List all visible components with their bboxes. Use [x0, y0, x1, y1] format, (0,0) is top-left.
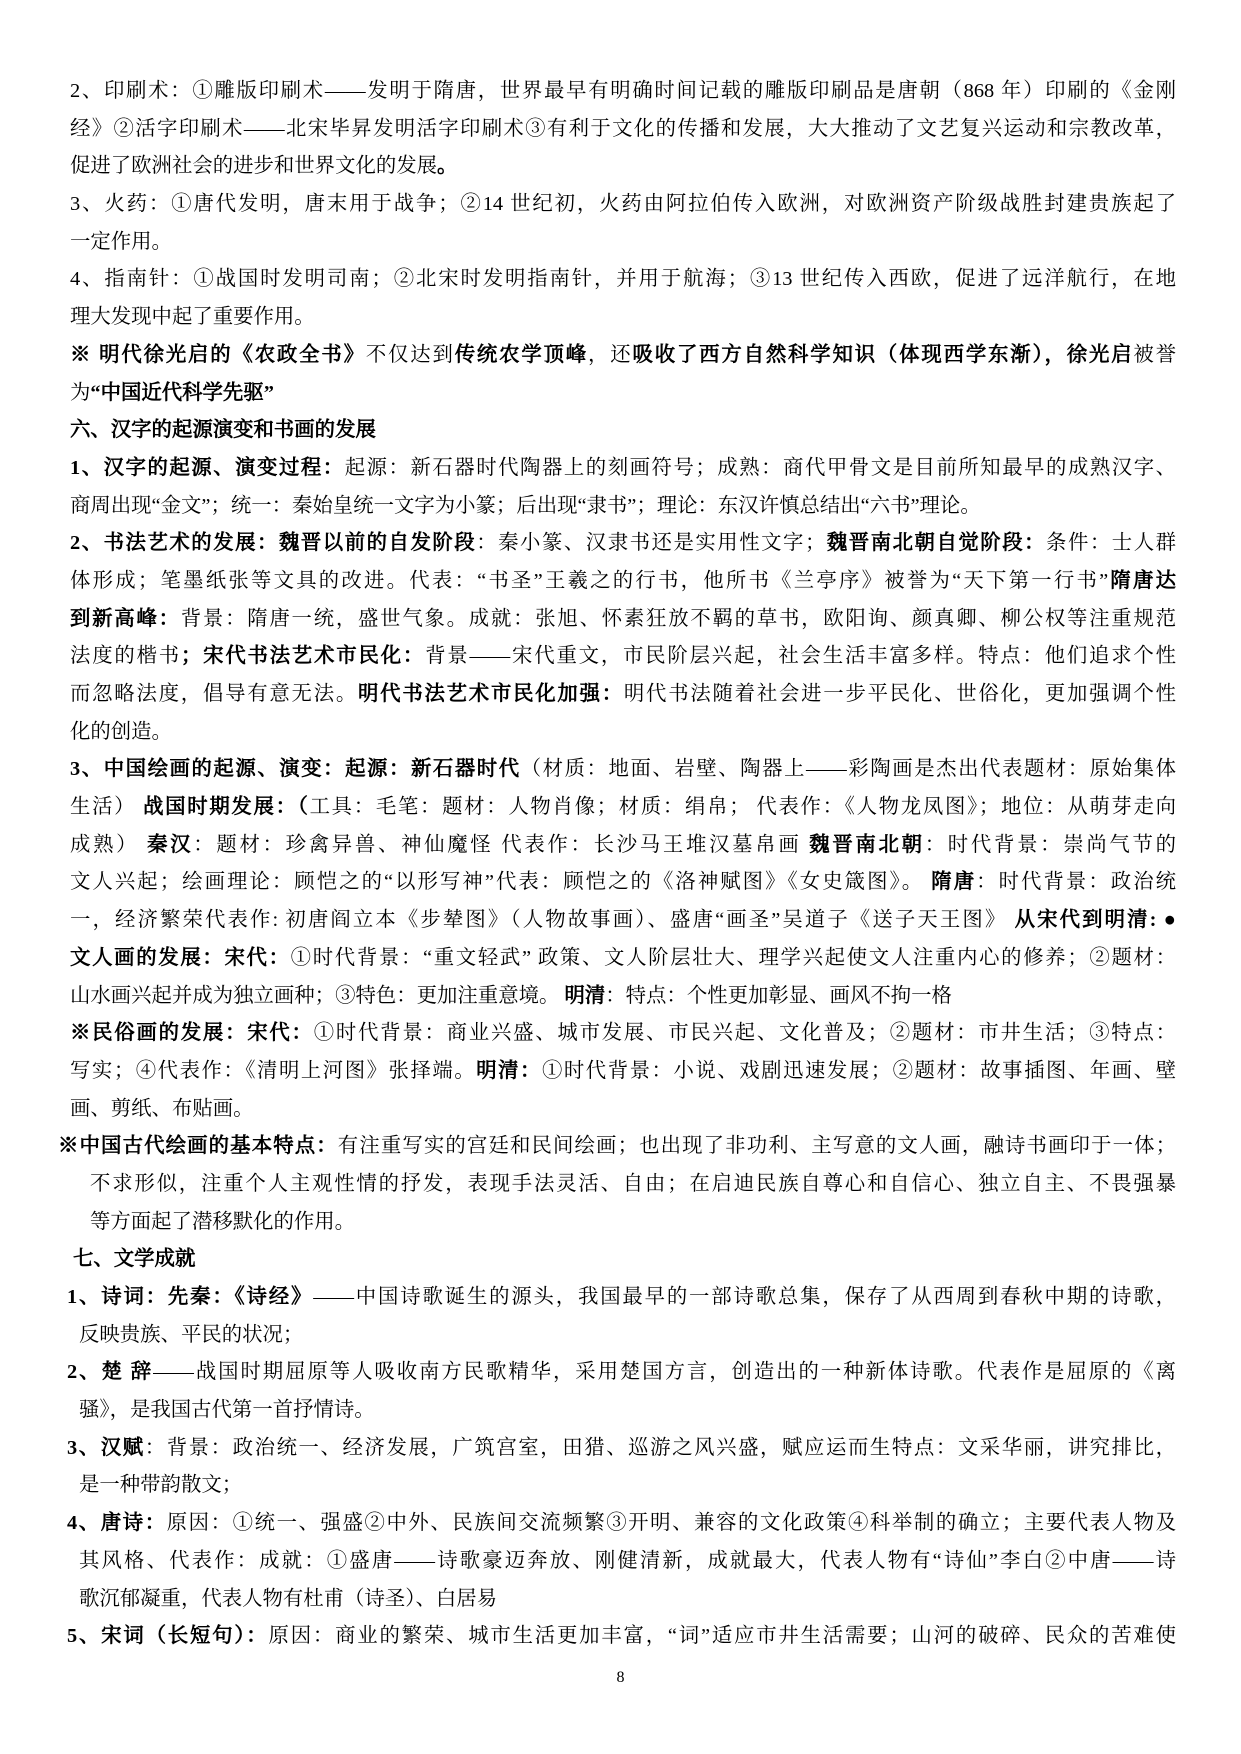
text-run: ：时代背景：政治统 [976, 871, 1176, 894]
text-line [70, 638, 1176, 676]
text-line [70, 337, 1176, 375]
text-run: 条件：士人群 [1046, 532, 1176, 555]
text-run: ——中国诗歌诞生的源头，我国最早的一部诗歌总集，保存了从西周到春秋中期的诗歌， [313, 1286, 1176, 1308]
bold-text-run: 隋唐 [931, 871, 977, 894]
text-line [79, 1317, 1176, 1355]
text-run: 原因：①统一、强盛②中外、民族间交流频繁③开明、兼容的文化政策④科举制的确立；主要代表人物及 [166, 1512, 1176, 1535]
text-line [70, 525, 1176, 563]
text-run: 不仅达到 [365, 343, 455, 366]
text-run: 有注重写实的宫廷和民间绘画；也出现了非功利、主写意的文人画，融诗书画印于一体； [337, 1135, 1176, 1158]
bold-text-run: ※ 明代徐光启的《农政全书》 [70, 343, 366, 366]
text-line [79, 1581, 1176, 1619]
text-run: ：特点：个性更加彰显、画风不拘一格 [605, 984, 952, 1007]
section-heading [70, 412, 1176, 450]
text-line [79, 1543, 1176, 1581]
text-run: ：背景：政治统一、经济发展，广筑宫室，田猎、巡游之风兴盛，赋应运而生特点：文采华丽，讲究排比， [144, 1436, 1176, 1459]
text-run: 起源：新石器时代陶器上的刻画符号；成熟：商代甲骨文是目前所知最早的成熟汉字、 [344, 456, 1176, 479]
bold-text-run: 明代书法艺术市民化加强： [358, 683, 624, 705]
text-run: 法度的楷书 [70, 645, 181, 668]
text-run: 一定作用。 [70, 230, 172, 253]
text-run: 工具：毛笔：题材：人物肖像；材质：绢帛； 代表作：《人物龙凤图》；地位：从萌芽走向 [309, 796, 1176, 819]
text-line [70, 148, 1176, 186]
text-line [70, 111, 1176, 149]
text-run: 原因：商业的繁荣、城市生活更加丰富，“词”适应市井生活需要；山河的破碎、民众的苦难使 [268, 1625, 1176, 1648]
text-line [70, 73, 1176, 111]
text-line [67, 1505, 1176, 1543]
text-run: 写实；④代表作：《清明上河图》张择端。 [70, 1059, 477, 1082]
text-line [70, 563, 1176, 601]
bold-text-run: 文人画的发展：宋代： [70, 946, 291, 969]
text-run: 生活） [70, 796, 144, 819]
text-run: ：秦小篆、汉隶书还是实用性文字； [476, 532, 826, 555]
text-run: 2、印刷术：①雕版印刷术——发明于隋唐，世界最早有明确时间记载的雕版印刷品是唐朝（868 年）印刷的《金刚 [70, 80, 1176, 102]
text-run: 被誉 [1133, 343, 1176, 366]
bold-text-run: 1、汉字的起源、演变过程： [70, 456, 345, 479]
text-run: 是一种带韵散文； [79, 1474, 243, 1497]
bold-text-run: 。 [437, 155, 458, 178]
text-line [70, 978, 1176, 1016]
bold-text-run: 六、汉字的起源演变和书画的发展 [70, 419, 376, 442]
text-line [70, 261, 1176, 299]
section-heading [73, 1241, 1176, 1279]
text-run: 山水画兴起并成为独立画种；③特色：更加注重意境。 [70, 984, 565, 1007]
text-run: 不求形似，注重个人主观性情的抒发，表现手法灵活、自由；在启迪民族自尊心和自信心、独立自主、不畏强暴 [90, 1172, 1176, 1195]
bold-text-run: ※民俗画的发展：宋代： [70, 1022, 314, 1045]
bold-text-run: 1、诗词：先秦：《诗经》 [67, 1286, 314, 1308]
text-run: 而忽略法度，倡导有意无法。 [70, 683, 359, 705]
text-run: 商周出现“金文”；统一：秦始皇统一文字为小篆；后出现“隶书”；理论：东汉许慎总结出“六书”理论。 [70, 494, 981, 517]
bold-text-run: 3、汉赋 [67, 1436, 145, 1459]
text-run: ——战国时期屈原等人吸收南方民歌精华，采用楚国方言，创造出的一种新体诗歌。代表作是屈原的《离 [153, 1361, 1176, 1384]
bold-text-run: 明清： [476, 1059, 542, 1082]
text-line [70, 789, 1176, 827]
text-line [70, 299, 1176, 337]
text-run: ：时代背景：崇尚气节的 [924, 833, 1176, 856]
bold-text-run: 秦汉 [147, 833, 194, 856]
text-line [79, 1467, 1176, 1505]
text-line [79, 1392, 1176, 1430]
text-line [70, 827, 1176, 865]
text-run: 为 [70, 381, 91, 404]
text-line [70, 450, 1176, 488]
bold-text-run: 4、唐诗： [67, 1512, 167, 1535]
text-line [70, 676, 1176, 714]
bold-text-run: 魏晋南北朝自觉阶段： [825, 532, 1047, 555]
bold-text-run: 到新高峰： [70, 607, 181, 630]
bold-text-run: 2、书法艺术的发展：魏晋以前的自发阶段 [70, 532, 477, 555]
text-run: 背景——宋代重文，市民阶层兴起，社会生活丰富多样。特点：他们追求个性 [425, 645, 1176, 668]
bold-text-run: 明清 [564, 984, 606, 1007]
bold-text-run: 传统农学顶峰 [454, 343, 589, 366]
text-line [70, 1091, 1176, 1129]
text-line [70, 375, 1176, 413]
text-line [70, 1053, 1176, 1091]
text-run: 画、剪纸、布贴画。 [70, 1097, 254, 1120]
bold-text-run: “中国近代科学先驱” [90, 381, 274, 404]
text-line [67, 1430, 1176, 1468]
page-number: 8 [616, 1669, 625, 1686]
text-run: 其风格、代表作：成就：①盛唐——诗歌豪迈奔放、刚健清新，成就最大，代表人物有“诗仙”李白②中唐——诗 [79, 1549, 1176, 1572]
text-run: ①时代背景：商业兴盛、城市发展、市民兴起、文化普及；②题材：市井生活；③特点： [313, 1022, 1176, 1045]
text-line [70, 751, 1176, 789]
text-run: 一，经济繁荣代表作: 初唐阎立本《步辇图》（人物故事画）、盛唐“画圣”吴道子《送子天王图》 [70, 909, 1015, 932]
text-run: 等方面起了潜移默化的作用。 [90, 1210, 356, 1233]
text-line [70, 864, 1176, 902]
text-line [70, 902, 1176, 940]
bold-text-run: 2、楚 辞 [67, 1361, 154, 1384]
text-run: ①时代背景：小说、戏剧迅速发展；②题材：故事插图、年画、壁 [541, 1059, 1176, 1082]
text-run: 背景：隋唐一统，盛世气象。成就：张旭、怀素狂放不羁的草书，欧阳询、颜真卿、柳公权等注重规范 [180, 607, 1176, 630]
text-line [67, 1279, 1176, 1317]
text-line [70, 224, 1176, 262]
bold-text-run: ；宋代书法艺术市民化： [180, 645, 426, 668]
text-run: 4、指南针：①战国时发明司南；②北宋时发明指南针，并用于航海；③13 世纪传入西欧，促进了远洋航行，在地 [70, 268, 1176, 291]
text-line [58, 1128, 1176, 1166]
bold-text-run: 隋唐达 [1108, 569, 1176, 592]
text-run: 体形成；笔墨纸张等文具的改进。代表：“书圣”王羲之的行书，他所书《兰亭序》被誉为“天下第一行书” [70, 569, 1109, 592]
text-run: 经》②活字印刷术——北宋毕昇发明活字印刷术③有利于文化的传播和发展，大大推动了文艺复兴运动和宗教改革， [70, 117, 1176, 140]
text-run: 骚》，是我国古代第一首抒情诗。 [79, 1399, 375, 1422]
document-body [0, 73, 1241, 1656]
text-run: ，还 [588, 343, 633, 366]
text-line [67, 1618, 1176, 1656]
text-line [70, 714, 1176, 752]
text-run: （材质：地面、岩壁、陶器上——彩陶画是杰出代表题材：原始集体 [520, 758, 1176, 781]
bold-text-run: 从宋代到明清: ● [1014, 909, 1176, 932]
text-run: 理大发现中起了重要作用。 [70, 306, 315, 329]
text-run: 文人兴起；绘画理论：顾恺之的“以形写神”代表：顾恺之的《洛神赋图》《女史箴图》。 [70, 871, 932, 894]
text-run: ①时代背景：“重文轻武” 政策、文人阶层壮大、理学兴起使文人注重内心的修养；②题材： [290, 946, 1176, 969]
bold-text-run: 魏晋南北朝 [809, 833, 925, 856]
text-line [67, 1354, 1176, 1392]
text-run: 3、火药：①唐代发明，唐末用于战争；②14 世纪初，火药由阿拉伯传入欧洲，对欧洲资产阶级战胜封建贵族起了 [70, 193, 1176, 216]
text-line [70, 940, 1176, 978]
bold-text-run: ※中国古代绘画的基本特点： [58, 1135, 338, 1158]
text-run: 促进了欧洲社会的进步和世界文化的发展 [70, 155, 438, 178]
bold-text-run: 吸收了西方自然科学知识（体现西学东渐），徐光启 [632, 343, 1134, 366]
text-line [70, 186, 1176, 224]
text-run: 明代书法随着社会进一步平民化、世俗化，更加强调个性 [623, 683, 1176, 705]
bold-text-run: 3、中国绘画的起源、演变：起源：新石器时代 [70, 758, 521, 781]
text-run: 歌沉郁凝重，代表人物有杜甫（诗圣）、白居易 [79, 1587, 498, 1610]
text-line [70, 488, 1176, 526]
bold-text-run: 七、文学成就 [73, 1248, 196, 1271]
text-run: ：题材：珍禽异兽、神仙魔怪 代表作：长沙马王堆汉墓帛画 [193, 833, 810, 856]
text-line [70, 601, 1176, 639]
text-run: 反映贵族、平民的状况； [79, 1323, 304, 1346]
bold-text-run: 5、宋词（长短句）： [67, 1625, 269, 1648]
text-run: 成熟） [70, 833, 148, 856]
text-line [90, 1166, 1176, 1204]
text-line [70, 1015, 1176, 1053]
text-run: 化的创造。 [70, 720, 172, 743]
bold-text-run: 战国时期发展：（ [143, 796, 310, 819]
text-line [90, 1204, 1176, 1242]
